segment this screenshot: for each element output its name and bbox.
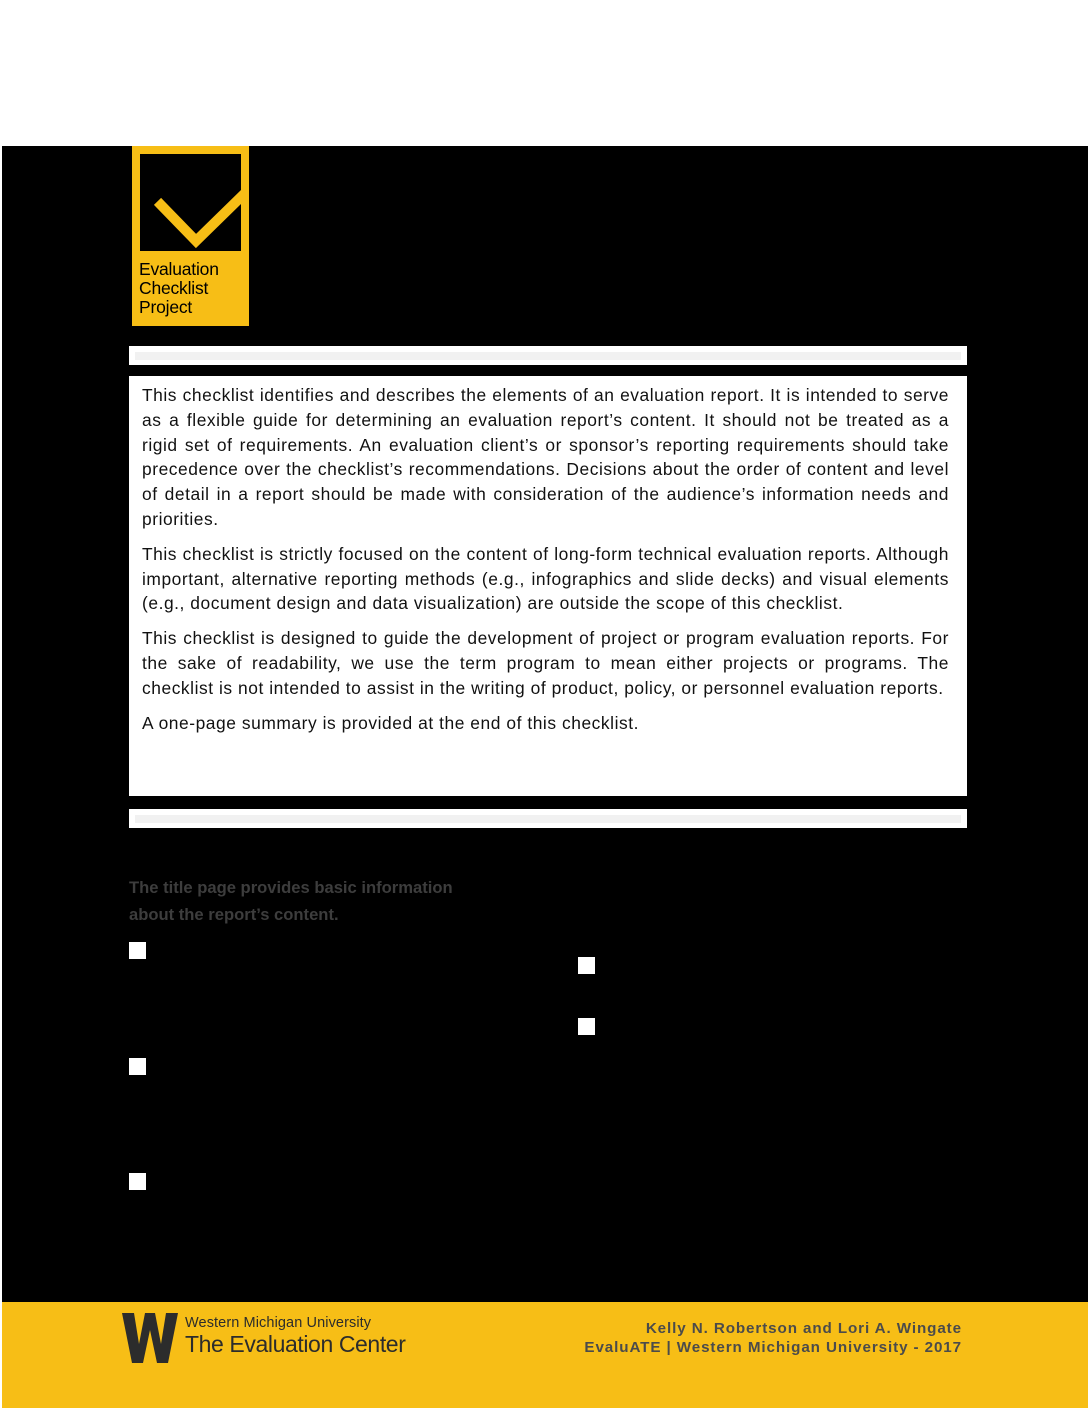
section-divider-top [129, 346, 967, 365]
logo-title-line: Evaluation [139, 259, 219, 279]
intro-paragraph: This checklist is designed to guide the development of project or program evaluation reports. For the sake of readability, we use the term program to mean either projects or programs. The checklist is not intended to assist in the writing of product, policy, or personnel evaluation reports. [142, 628, 949, 698]
checklist-checkbox[interactable] [578, 957, 595, 974]
footer-credits [584, 1319, 962, 1357]
intro-paragraph: A one-page summary is provided at the end of this checklist. [142, 712, 639, 733]
title-page-caption: The title page provides basic information about the report’s content. [129, 878, 453, 924]
section-divider-bottom [129, 809, 967, 828]
center-name: The Evaluation Center [185, 1331, 406, 1357]
org-line: EvaluATE | Western Michigan University - 2017 [584, 1339, 962, 1356]
logo-title-line: Project [139, 297, 193, 317]
checkmark-icon [140, 154, 241, 251]
checklist-checkbox[interactable] [578, 1018, 595, 1035]
authors: Kelly N. Robertson and Lori A. Wingate [645, 1320, 962, 1337]
logo-title [139, 260, 249, 317]
university-name: Western Michigan University [185, 1315, 372, 1331]
intro-paragraph: This checklist identifies and describes the elements of an evaluation report. It is intended to serve as a flexible guide for determining an evaluation report’s content. It should not be treated as a rigid set of requirements. An evaluation client’s or sponsor’s reporting requirements should take precedence over the checklist’s recommendations. Decisions about the order of content and level of detail in a report should be made with consideration of the audience’s information needs and priorities. [142, 385, 949, 529]
wmu-logo [122, 1313, 407, 1363]
checklist-checkbox[interactable] [129, 1173, 146, 1190]
footer [2, 1302, 1088, 1408]
checklist-checkbox[interactable] [129, 942, 146, 959]
intro-box [129, 376, 967, 796]
logo-icon-box [140, 154, 241, 251]
evaluation-checklist-project-logo [132, 146, 249, 326]
logo-title-line: Checklist [139, 278, 209, 298]
intro-paragraph: This checklist is strictly focused on the content of long-form technical evaluation reports. Although important, alternative reporting methods (e.g., infographics and slide decks) and visual elements (e.g., document design and data visualization) are outside the scope of this checklist. [142, 543, 949, 614]
wmu-w-icon [122, 1313, 178, 1363]
checklist-checkbox[interactable] [129, 1058, 146, 1075]
